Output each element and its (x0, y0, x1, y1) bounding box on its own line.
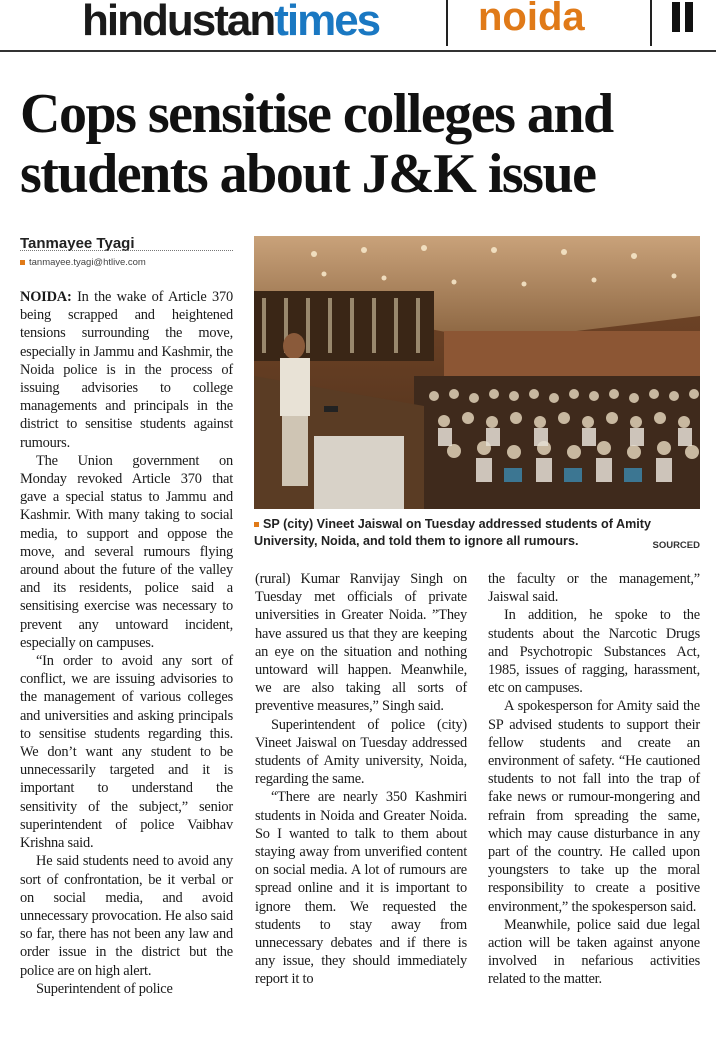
dateline: NOIDA: (20, 289, 72, 305)
article-column-3 (488, 570, 700, 989)
article-column-1 (20, 288, 233, 998)
brand-part-hindustan: hindustan (82, 0, 275, 45)
paragraph: A spokesperson for Amity said the SP advised students to support their fellow students and create an environment of safety. “He cautioned students to not fall into the trap of fake news or rumour-mongering and refrain from spreading the same, which may cause disturbance in any part of the country. He called upon youngsters to take up the moral responsibility to create a positive environment,” the spokesperson said. (488, 698, 700, 915)
page-marker-icon (672, 2, 696, 32)
paragraph: Superintendent of police (city) Vineet Jaiswal on Tuesday addressed students of Amity university, Noida, regarding the same. (255, 716, 467, 788)
author-email-text: tanmayee.tyagi@htlive.com (29, 257, 146, 268)
bullet-square-icon (254, 522, 259, 527)
paragraph (20, 288, 233, 452)
masthead-divider (446, 0, 448, 46)
auditorium-photo-illustration (254, 236, 700, 509)
bullet-square-icon (20, 260, 25, 265)
paragraph-text: In the wake of Article 370 being scrapped and heightened tensions surrounding the move, especially in Jammu and Kashmir, the Noida police is in the process of issuing advisories to college managements and principals in the district to sensitise students against rumours. (20, 289, 233, 451)
photo-caption (254, 516, 700, 550)
paragraph: Superintendent of police (36, 980, 173, 997)
byline-divider (20, 250, 233, 251)
author-email (20, 257, 146, 268)
paragraph: (rural) Kumar Ranvijay Singh on Tuesday met officials of private universities in Greater Noida. ”They have assured us that they are keeping an eye on the situation and nothing untoward will happen. Meanwhile, we are also taking all sorts of preventive measures,” Singh said. (255, 571, 467, 715)
article-column-2 (255, 570, 467, 989)
masthead-divider (650, 0, 652, 46)
photo-credit: SOURCED (652, 540, 700, 551)
paragraph: The Union government on Monday revoked Article 370 that gave a special status to Jammu and Kashmir. With many taking to social media, to support and oppose the move, and several rumours flying around about the future of the valley and its residents, police said a sensitising exercise was necessary to prevent any untoward incident, especially on campuses. (20, 452, 233, 651)
caption-text: SP (city) Vineet Jaiswal on Tuesday addressed students of Amity University, Noida, and told them to ignore all rumours. (254, 517, 651, 548)
paragraph: “In order to avoid any sort of conflict, we are issuing advisories to the management of various colleges and universities and asking principals to sensitise students regarding this. We don’t want any student to be unnecessarily targeted and it is important to understand the sensitivity of the subject,” senior superintendent of police Vaibhav Krishna said. (20, 653, 233, 852)
brand-logo (82, 0, 379, 46)
edition-name: noida (478, 0, 585, 39)
paragraph: Meanwhile, police said due legal action will be taken against anyone involved in nefarious activities related to the matter. (488, 916, 700, 988)
article-photo (254, 236, 700, 509)
paragraph: the faculty or the management,” Jaiswal said. (488, 571, 700, 606)
paragraph: He said students need to avoid any sort of confrontation, be it verbal or on social media, and avoid unnecessary provocation. He also said so far, there has not been any law and order issue in the district but the police are on high alert. (20, 853, 233, 979)
headline: Cops sensitise colleges and students about J&K issue (20, 83, 613, 205)
brand-part-times: times (274, 0, 380, 45)
byline: Tanmayee Tyagi (20, 235, 135, 252)
masthead (0, 0, 716, 52)
paragraph: “There are nearly 350 Kashmiri students in Noida and Greater Noida. So I wanted to talk to them about staying away from unverified content on social media. A lot of rumours are spread online and it is important to ignore them. We requested the students to stay away from unnecessary debates and if there is any issue, they should immediately report it to (255, 789, 467, 988)
paragraph: In addition, he spoke to the students about the Narcotic Drugs and Psychotropic Substances Act, 1985, issues of ragging, harassment, etc on campuses. (488, 607, 700, 697)
